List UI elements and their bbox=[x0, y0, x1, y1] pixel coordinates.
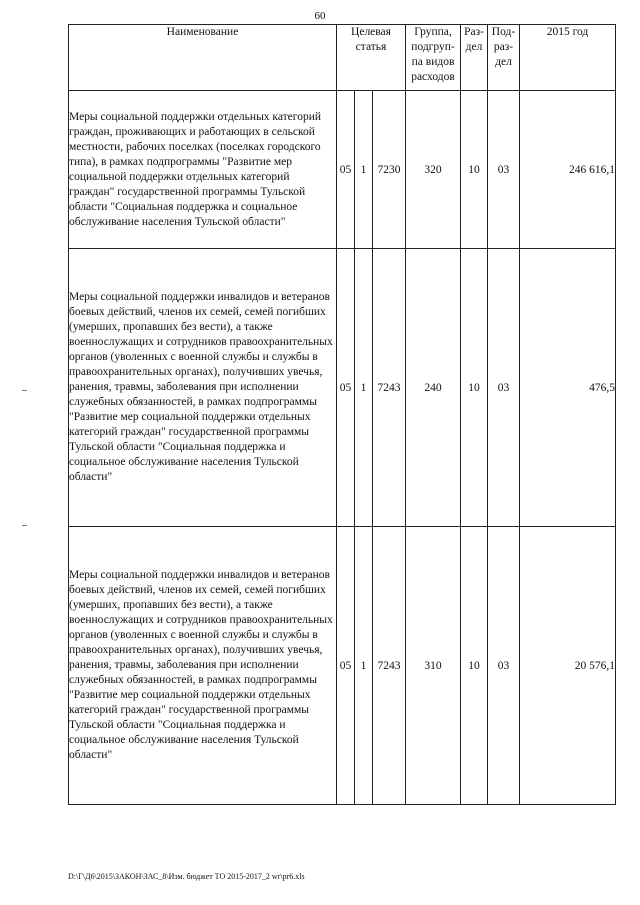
table-header-row bbox=[69, 25, 616, 91]
row-section: 10 bbox=[461, 249, 488, 527]
row-code1: 05 bbox=[337, 249, 355, 527]
row-code1: 05 bbox=[337, 527, 355, 805]
table-row bbox=[69, 91, 616, 249]
row-code2: 1 bbox=[355, 91, 373, 249]
row-code1: 05 bbox=[337, 91, 355, 249]
page-number: 60 bbox=[314, 10, 326, 22]
row-amount: 20 576,1 bbox=[520, 527, 616, 805]
row-section: 10 bbox=[461, 527, 488, 805]
margin-mark bbox=[22, 525, 27, 526]
file-path-footer: D:\Г\Д6\2015\ЗАКОН\ЗАС_8\Изм. бюджет ТО 2015-2017_2 wr\pr6.xls bbox=[68, 872, 305, 881]
row-code3: 7243 bbox=[373, 527, 406, 805]
header-subsection: Под-раз-дел bbox=[488, 25, 520, 91]
row-name: Меры социальной поддержки инвалидов и ветеранов боевых действий, членов их семей, семей погибших (умерших, пропавших без вести), а также военнослужащих и сотрудников правоохранительных органов (уволенных с военной службы и службы в правоохранительных органах), получивших увечья, ранения, травмы, заболевания при исполнении служебных обязанностей, в рамках подпрограммы "Развитие мер социальной поддержки отдельных категорий граждан" государственной программы Тульской области "Социальная поддержка и социальное обслуживание населения Тульской области" bbox=[69, 527, 337, 805]
row-name: Меры социальной поддержки отдельных категорий граждан, проживающих и работающих в сельской местности, рабочих поселках (поселках городского типа), в рамках подпрограммы "Развитие мер социальной поддержки отдельных категорий граждан" государственной программы Тульской области "Социальная поддержка и социальное обслуживание населения Тульской области" bbox=[69, 91, 337, 249]
row-name: Меры социальной поддержки инвалидов и ветеранов боевых действий, членов их семей, семей погибших (умерших, пропавших без вести), а также военнослужащих и сотрудников правоохранительных органов (уволенных с военной службы и службы в правоохранительных органах), получивших увечья, ранения, травмы, заболевания при исполнении служебных обязанностей, в рамках подпрограммы "Развитие мер социальной поддержки отдельных категорий граждан" государственной программы Тульской области "Социальная поддержка и социальное обслуживание населения Тульской области" bbox=[69, 249, 337, 527]
row-code3: 7243 bbox=[373, 249, 406, 527]
row-subsection: 03 bbox=[488, 249, 520, 527]
row-section: 10 bbox=[461, 91, 488, 249]
header-section: Раз-дел bbox=[461, 25, 488, 91]
row-amount: 246 616,1 bbox=[520, 91, 616, 249]
row-code2: 1 bbox=[355, 527, 373, 805]
row-code2: 1 bbox=[355, 249, 373, 527]
row-group: 240 bbox=[406, 249, 461, 527]
header-name: Наименование bbox=[69, 25, 337, 91]
header-group: Группа, подгруп-па видов расходов bbox=[406, 25, 461, 91]
table-row bbox=[69, 249, 616, 527]
header-target-article: Целевая статья bbox=[337, 25, 406, 91]
header-year: 2015 год bbox=[520, 25, 616, 91]
budget-table bbox=[68, 24, 616, 805]
row-group: 320 bbox=[406, 91, 461, 249]
row-subsection: 03 bbox=[488, 527, 520, 805]
row-code3: 7230 bbox=[373, 91, 406, 249]
margin-mark bbox=[22, 390, 27, 391]
row-subsection: 03 bbox=[488, 91, 520, 249]
row-group: 310 bbox=[406, 527, 461, 805]
row-amount: 476,5 bbox=[520, 249, 616, 527]
table-row bbox=[69, 527, 616, 805]
